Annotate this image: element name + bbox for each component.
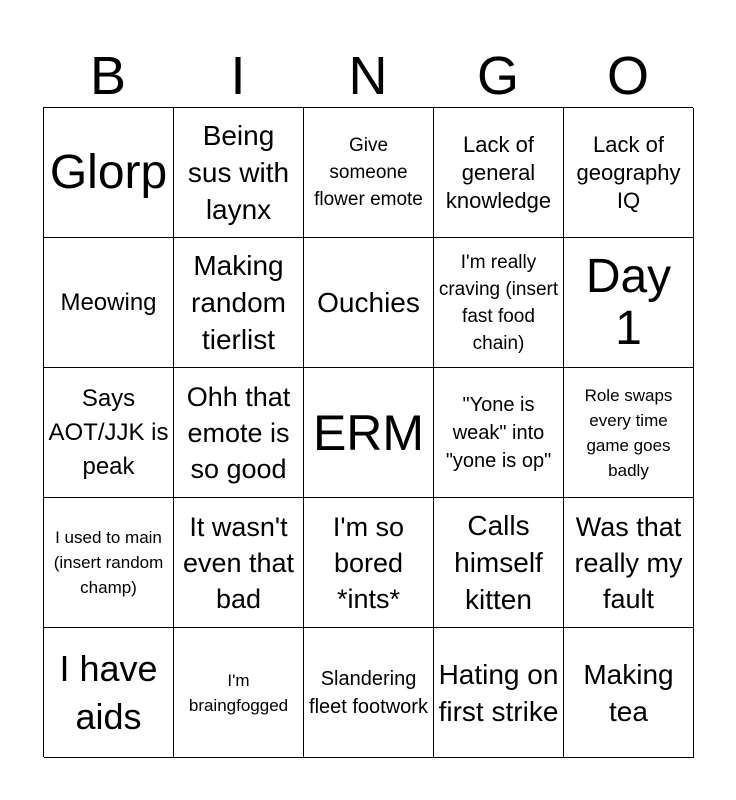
bingo-header [43,44,693,108]
cell-text: Calls himself kitten [454,510,543,615]
cell-text: Says AOT/JJK is peak [48,384,169,480]
bingo-cell[interactable] [44,108,174,238]
bingo-cell[interactable] [434,238,564,368]
cell-text: I'm braingfogged [188,670,289,715]
bingo-cell[interactable] [174,628,304,758]
header-letter-o: O [606,46,649,106]
bingo-cell[interactable] [174,238,304,368]
cell-text: Ouchies [317,287,420,318]
cell-text: Making random tierlist [191,250,286,355]
header-letter-b: B [89,46,127,106]
cell-text: Give someone flower emote [314,135,423,210]
bingo-cell[interactable] [434,498,564,628]
cell-text: ERM [312,404,425,461]
header-letter-n: N [348,46,388,106]
cell-text: Slandering fleet footwork [309,667,428,718]
bingo-cell[interactable] [564,108,694,238]
bingo-cell[interactable] [564,628,694,758]
bingo-cell[interactable] [564,368,694,498]
bingo-cell[interactable] [44,238,174,368]
cell-text: Lack of geography IQ [576,131,681,213]
header-letter-i: I [230,46,246,106]
bingo-cell[interactable] [304,628,434,758]
cell-text: Making tea [583,658,674,727]
cell-text: Meowing [60,288,157,316]
bingo-cell[interactable] [564,238,694,368]
cell-text: I used to main (insert random champ) [53,528,164,597]
cell-text: Lack of general knowledge [445,131,552,213]
bingo-cell[interactable] [44,368,174,498]
bingo-cell[interactable] [174,108,304,238]
cell-text: Role swaps every time game goes badly [584,385,673,480]
cell-text: I'm so bored *ints* [332,511,405,614]
bingo-cell[interactable] [304,368,434,498]
cell-text: I'm really craving (insert fast food chain) [438,251,559,354]
bingo-cell[interactable] [304,108,434,238]
cell-text: Day 1 [585,249,672,355]
bingo-grid [43,107,693,757]
cell-text: I have aids [59,647,158,737]
header-letter-g: G [476,46,519,106]
cell-text: It wasn't even that bad [182,511,295,614]
cell-text: Hating on first strike [438,658,559,727]
bingo-cell[interactable] [44,498,174,628]
bingo-cell[interactable] [304,238,434,368]
cell-text: Glorp [49,145,168,199]
bingo-cell[interactable] [304,498,434,628]
bingo-cell[interactable] [564,498,694,628]
bingo-cell[interactable] [174,368,304,498]
cell-text: Ohh that emote is so good [186,381,291,484]
cell-text: Was that really my fault [574,511,683,614]
bingo-cell[interactable] [434,368,564,498]
bingo-cell[interactable] [434,628,564,758]
cell-text: Being sus with laynx [187,120,290,225]
bingo-cell[interactable] [44,628,174,758]
bingo-cell[interactable] [434,108,564,238]
cell-text: "Yone is weak" into "yone is op" [445,393,552,472]
bingo-cell[interactable] [174,498,304,628]
